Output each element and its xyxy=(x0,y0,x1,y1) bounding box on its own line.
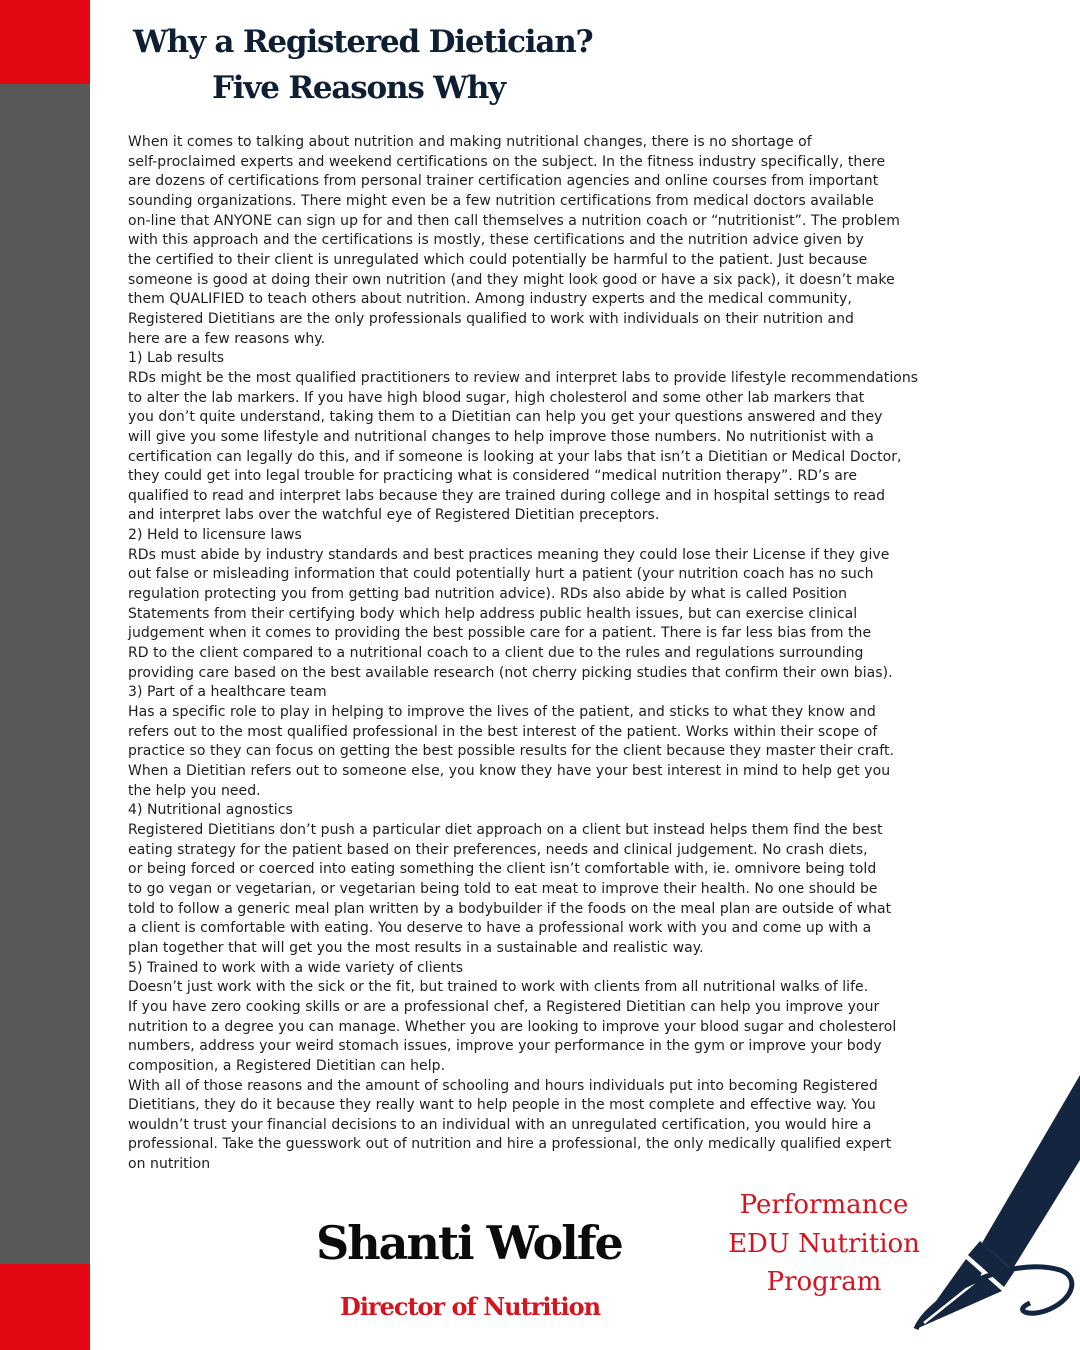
body-line: Dietitians, they do it because they really want to help people in the most complete and effective way. You xyxy=(128,1097,876,1114)
body-line: RD to the client compared to a nutritional coach to a client due to the rules and regulations surrounding xyxy=(128,645,864,662)
body-line: refers out to the most qualified professional in the best interest of the patient. Works within their scope of xyxy=(128,723,878,740)
body-line: When a Dietitian refers out to someone else, you know they have your best interest in mind to help get you xyxy=(128,763,891,779)
body-line: nutrition to a degree you can manage. Whether you are looking to improve your blood sugar and cholesterol xyxy=(128,1018,897,1035)
body-line: practice so they can focus on getting the best possible results for the client because they master their craft. xyxy=(128,743,895,760)
body-line: If you have zero cooking skills or are a professional chef, a Registered Dietitian can help you improve your xyxy=(128,998,880,1015)
body-line: on nutrition xyxy=(128,1156,211,1173)
author-role: Director of Nutrition xyxy=(340,1292,601,1321)
body-line: professional. Take the guesswork out of nutrition and hire a professional, the only medically qualified expert xyxy=(128,1136,892,1153)
body-line: to go vegan or vegetarian, or vegetarian being told to eat meat to improve their health. No one should be xyxy=(128,880,878,897)
author-signature: Shanti Wolfe xyxy=(316,1216,622,1270)
body-line: are dozens of certifications from personal trainer certification agencies and online courses from important xyxy=(128,173,879,190)
page-subtitle: Five Reasons Why xyxy=(212,70,505,106)
body-line: them QUALIFIED to teach others about nutrition. Among industry experts and the medical community, xyxy=(128,291,852,308)
body-line: self-proclaimed experts and weekend certifications on the subject. In the fitness industry specifically, there xyxy=(128,153,886,170)
body-line: the help you need. xyxy=(128,782,261,799)
body-line: someone is good at doing their own nutrition (and they might look good or have a six pack), it doesn’t make xyxy=(128,271,895,288)
body-line: When it comes to talking about nutrition and making nutritional changes, there is no shortage of xyxy=(128,134,812,150)
body-line: out false or misleading information that could potentially hurt a patient (your nutrition coach has no such xyxy=(128,566,874,583)
program-line: EDU Nutrition xyxy=(728,1228,920,1259)
body-line: Registered Dietitians are the only professionals qualified to work with individuals on their nutrition and xyxy=(128,310,854,327)
body-line: Has a specific role to play in helping to improve the lives of the patient, and sticks to what they know and xyxy=(128,704,876,721)
body-line: 2) Held to licensure laws xyxy=(128,527,302,544)
body-line: certification can legally do this, and if someone is looking at your labs that isn’t a Dietitian or Medical Doctor, xyxy=(128,448,902,465)
body-line: they could get into legal trouble for practicing what is considered “medical nutrition therapy”. RD’s are xyxy=(128,468,858,485)
program-line: Performance xyxy=(739,1190,909,1220)
body-line: 3) Part of a healthcare team xyxy=(128,684,327,701)
body-line: a client is comfortable with eating. You deserve to have a professional work with you and come up with a xyxy=(128,920,872,937)
page-title: Why a Registered Dietician? xyxy=(133,24,593,60)
body-line: and interpret labs over the watchful eye of Registered Dietitian preceptors. xyxy=(128,507,660,524)
body-line: regulation protecting you from getting bad nutrition advice). RDs also abide by what is called Position xyxy=(128,586,847,603)
body-line: composition, a Registered Dietitian can help. xyxy=(128,1057,446,1074)
sidebar-red-top xyxy=(0,0,90,84)
body-line: or being forced or coerced into eating something the client isn’t comfortable with, ie. omnivore being told xyxy=(128,861,877,878)
program-line: Program xyxy=(766,1267,882,1297)
body-line: Registered Dietitians don’t push a particular diet approach on a client but instead helps them find the best xyxy=(128,821,883,838)
body-line: RDs might be the most qualified practitioners to review and interpret labs to provide lifestyle recommendations xyxy=(128,369,919,386)
body-line: Doesn’t just work with the sick or the fit, but trained to work with clients from all nutritional walks of life. xyxy=(128,979,869,996)
body-line: 5) Trained to work with a wide variety of clients xyxy=(128,959,464,976)
body-line: plan together that will get you the most results in a sustainable and realistic way. xyxy=(128,939,704,956)
body-line: 4) Nutritional agnostics xyxy=(128,802,293,819)
body-line: to alter the lab markers. If you have high blood sugar, high cholesterol and some other lab markers that xyxy=(128,389,865,406)
article-body xyxy=(128,133,1008,1175)
fountain-pen-icon xyxy=(900,1065,1080,1350)
body-line: RDs must abide by industry standards and best practices meaning they could lose their License if they give xyxy=(128,546,890,563)
body-line: on-line that ANYONE can sign up for and then call themselves a nutrition coach or “nutritionist”. The problem xyxy=(128,212,900,229)
body-line: sounding organizations. There might even be a few nutrition certifications from medical doctors available xyxy=(128,192,874,209)
sidebar-gray-band xyxy=(0,84,90,1264)
body-line: you don’t quite understand, taking them to a Dietitian can help you get your questions answered and they xyxy=(128,409,883,426)
body-line: eating strategy for the patient based on their preferences, needs and clinical judgement. No crash diets, xyxy=(128,841,868,858)
body-line: 1) Lab results xyxy=(128,350,225,367)
body-line: here are a few reasons why. xyxy=(128,330,326,347)
body-line: qualified to read and interpret labs because they are trained during college and in hospital settings to read xyxy=(128,487,886,504)
body-line: with this approach and the certifications is mostly, these certifications and the nutrition advice given by xyxy=(128,232,864,249)
body-line: wouldn’t trust your financial decisions to an individual with an unregulated certification, you would hire a xyxy=(128,1116,872,1133)
body-line: the certified to their client is unregulated which could potentially be harmful to the patient. Just because xyxy=(128,251,868,268)
body-line: providing care based on the best available research (not cherry picking studies that confirm their own bias). xyxy=(128,664,893,681)
body-line: With all of those reasons and the amount of schooling and hours individuals put into becoming Registered xyxy=(128,1077,878,1094)
body-line: told to follow a generic meal plan written by a bodybuilder if the foods on the meal plan are outside of what xyxy=(128,900,892,917)
sidebar-red-bottom xyxy=(0,1264,90,1350)
body-line: Statements from their certifying body which help address public health issues, but can exercise clinical xyxy=(128,605,858,622)
body-line: numbers, address your weird stomach issues, improve your performance in the gym or improve your body xyxy=(128,1038,882,1055)
body-line: judgement when it comes to providing the best possible care for a patient. There is far less bias from the xyxy=(128,625,872,642)
body-line: will give you some lifestyle and nutritional changes to help improve those numbers. No nutritionist with a xyxy=(128,428,874,445)
